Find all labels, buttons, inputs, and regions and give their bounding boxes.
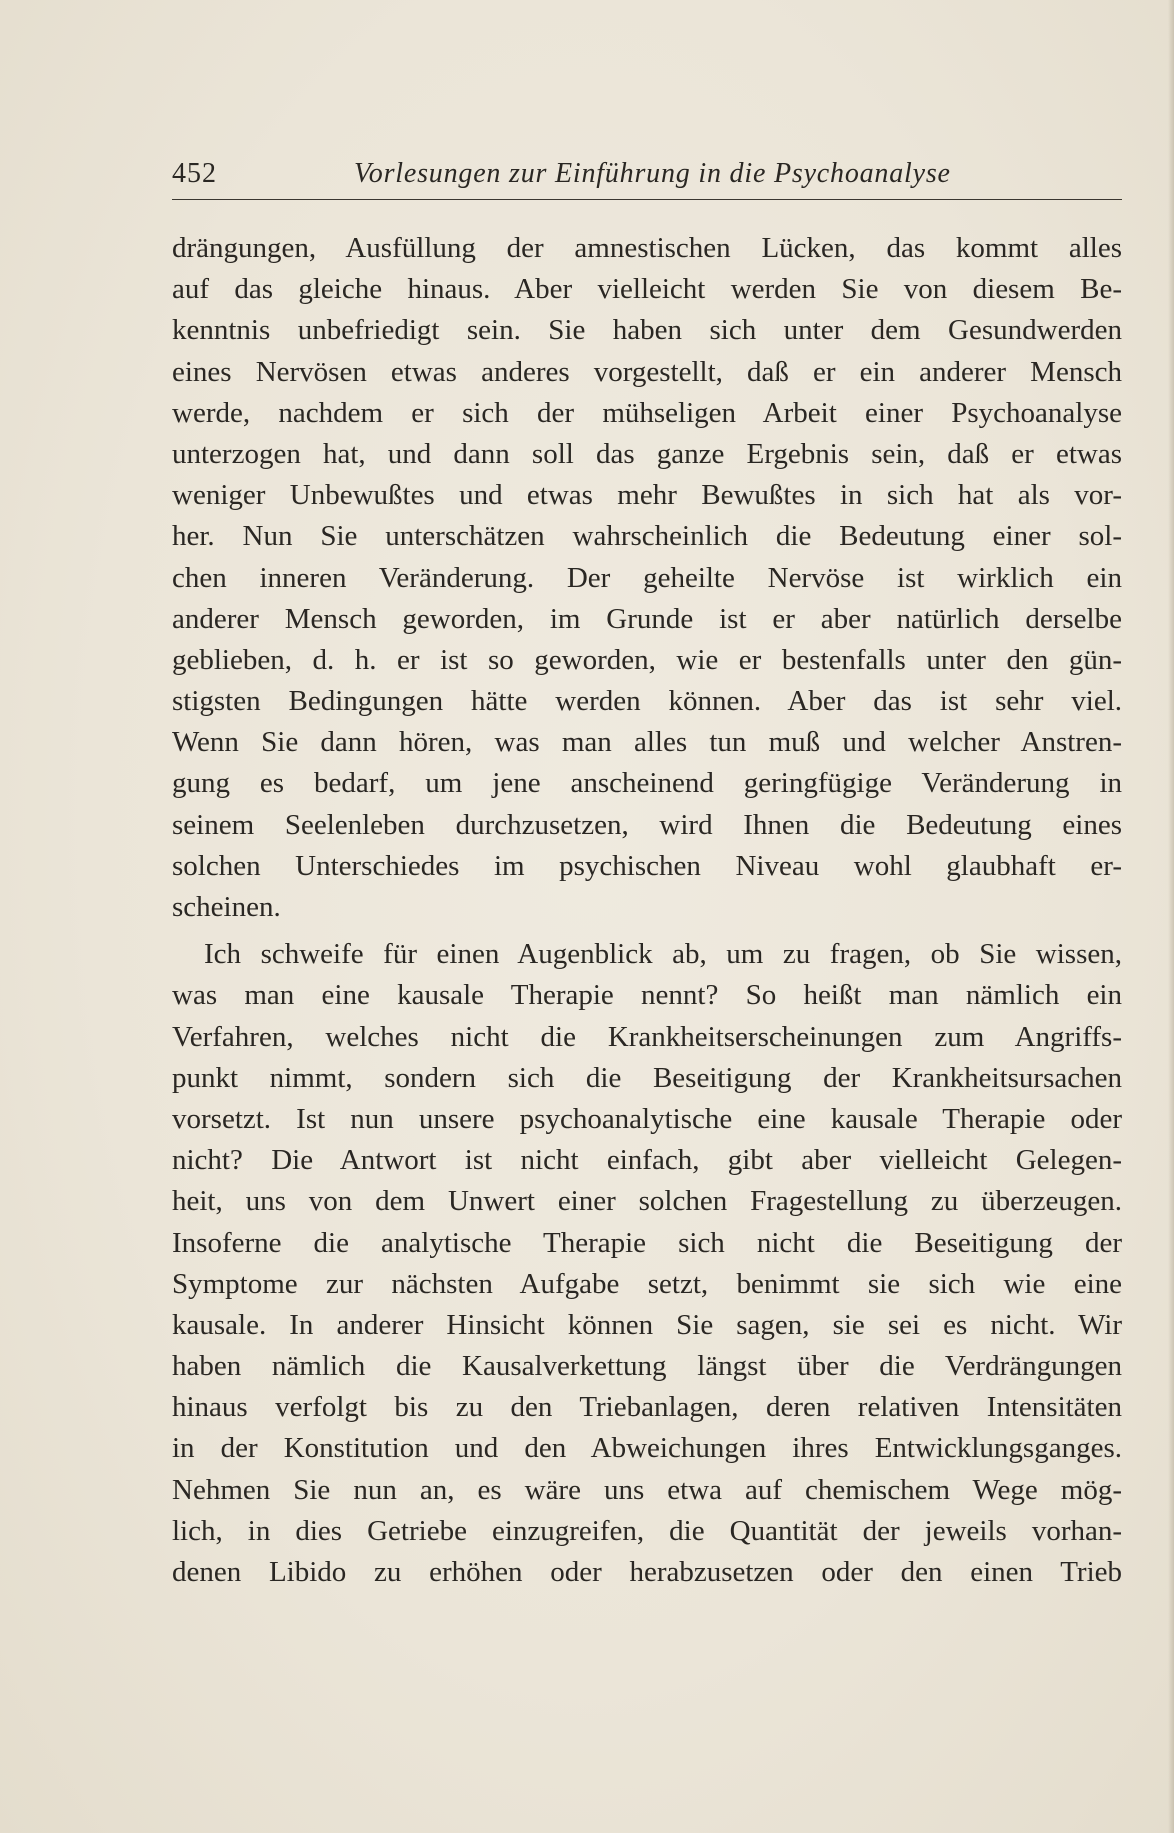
text-line: in der Konstitution und den Abweichungen ihres Entwicklungsganges. [172, 1432, 1122, 1465]
text-line: werde, nachdem er sich der mühseligen Arbeit einer Psychoanalyse [172, 396, 1122, 429]
running-head: Vorlesungen zur Einführung in die Psychoanalyse [354, 158, 951, 189]
text-line: anderer Mensch geworden, im Grunde ist er aber natürlich derselbe [172, 602, 1122, 635]
header-rule [172, 199, 1122, 200]
text-line: hinaus verfolgt bis zu den Triebanlagen, deren relativen Intensitäten [172, 1391, 1122, 1424]
text-line: seinem Seelenleben durchzusetzen, wird Ihnen die Bedeutung eines [172, 808, 1122, 841]
body-text [172, 228, 1122, 1593]
text-line: vorsetzt. Ist nun unsere psychoanalytische eine kausale Therapie oder [172, 1102, 1122, 1135]
text-line: stigsten Bedingungen hätte werden können. Aber das ist sehr viel. [172, 685, 1122, 718]
text-line: her. Nun Sie unterschätzen wahrscheinlich die Bedeutung einer sol- [172, 520, 1122, 553]
paragraph-start-line: Ich schweife für einen Augenblick ab, um zu fragen, ob Sie wissen, [204, 938, 1122, 971]
text-line: kenntnis unbefriedigt sein. Sie haben sich unter dem Gesundwerden [172, 314, 1122, 347]
text-line: unterzogen hat, und dann soll das ganze Ergebnis sein, daß er etwas [172, 437, 1122, 470]
paragraph-end-line: scheinen. [172, 891, 281, 923]
text-line: geblieben, d. h. er ist so geworden, wie er bestenfalls unter den gün- [172, 643, 1122, 676]
text-line: punkt nimmt, sondern sich die Beseitigung der Krankheitsursachen [172, 1061, 1122, 1094]
page-number: 452 [172, 158, 217, 189]
text-line: auf das gleiche hinaus. Aber vielleicht werden Sie von diesem Be- [172, 273, 1122, 306]
text-line: gung es bedarf, um jene anscheinend geringfügige Veränderung in [172, 767, 1122, 800]
text-line: weniger Unbewußtes und etwas mehr Bewußtes in sich hat als vor- [172, 479, 1122, 512]
text-line: was man eine kausale Therapie nennt? So heißt man nämlich ein [172, 979, 1122, 1012]
text-line: Verfahren, welches nicht die Krankheitserscheinungen zum Angriffs- [172, 1020, 1122, 1053]
text-line: Symptome zur nächsten Aufgabe setzt, benimmt sie sich wie eine [172, 1267, 1122, 1300]
text-line: lich, in dies Getriebe einzugreifen, die Quantität der jeweils vorhan- [172, 1514, 1122, 1547]
text-line: nicht? Die Antwort ist nicht einfach, gibt aber vielleicht Gelegen- [172, 1144, 1122, 1177]
text-line: drängungen, Ausfüllung der amnestischen Lücken, das kommt alles [172, 232, 1122, 264]
text-line: solchen Unterschiedes im psychischen Niveau wohl glaubhaft er- [172, 849, 1122, 882]
page-edge-shadow [1168, 0, 1174, 1833]
text-line: chen inneren Veränderung. Der geheilte Nervöse ist wirklich ein [172, 561, 1122, 594]
page-header [172, 158, 1122, 200]
text-line: eines Nervösen etwas anderes vorgestellt, daß er ein anderer Mensch [172, 355, 1122, 388]
text-line: haben nämlich die Kausalverkettung längst über die Verdrängungen [172, 1350, 1122, 1383]
text-line: Insoferne die analytische Therapie sich nicht die Beseitigung der [172, 1226, 1122, 1259]
text-line: denen Libido zu erhöhen oder herabzusetzen oder den einen Trieb [172, 1556, 1122, 1588]
text-line: Wenn Sie dann hören, was man alles tun muß und welcher Anstren- [172, 726, 1122, 759]
text-line: heit, uns von dem Unwert einer solchen Fragestellung zu überzeugen. [172, 1185, 1122, 1218]
text-line: kausale. In anderer Hinsicht können Sie sagen, sie sei es nicht. Wir [172, 1308, 1122, 1341]
text-line: Nehmen Sie nun an, es wäre uns etwa auf chemischem Wege mög- [172, 1473, 1122, 1506]
